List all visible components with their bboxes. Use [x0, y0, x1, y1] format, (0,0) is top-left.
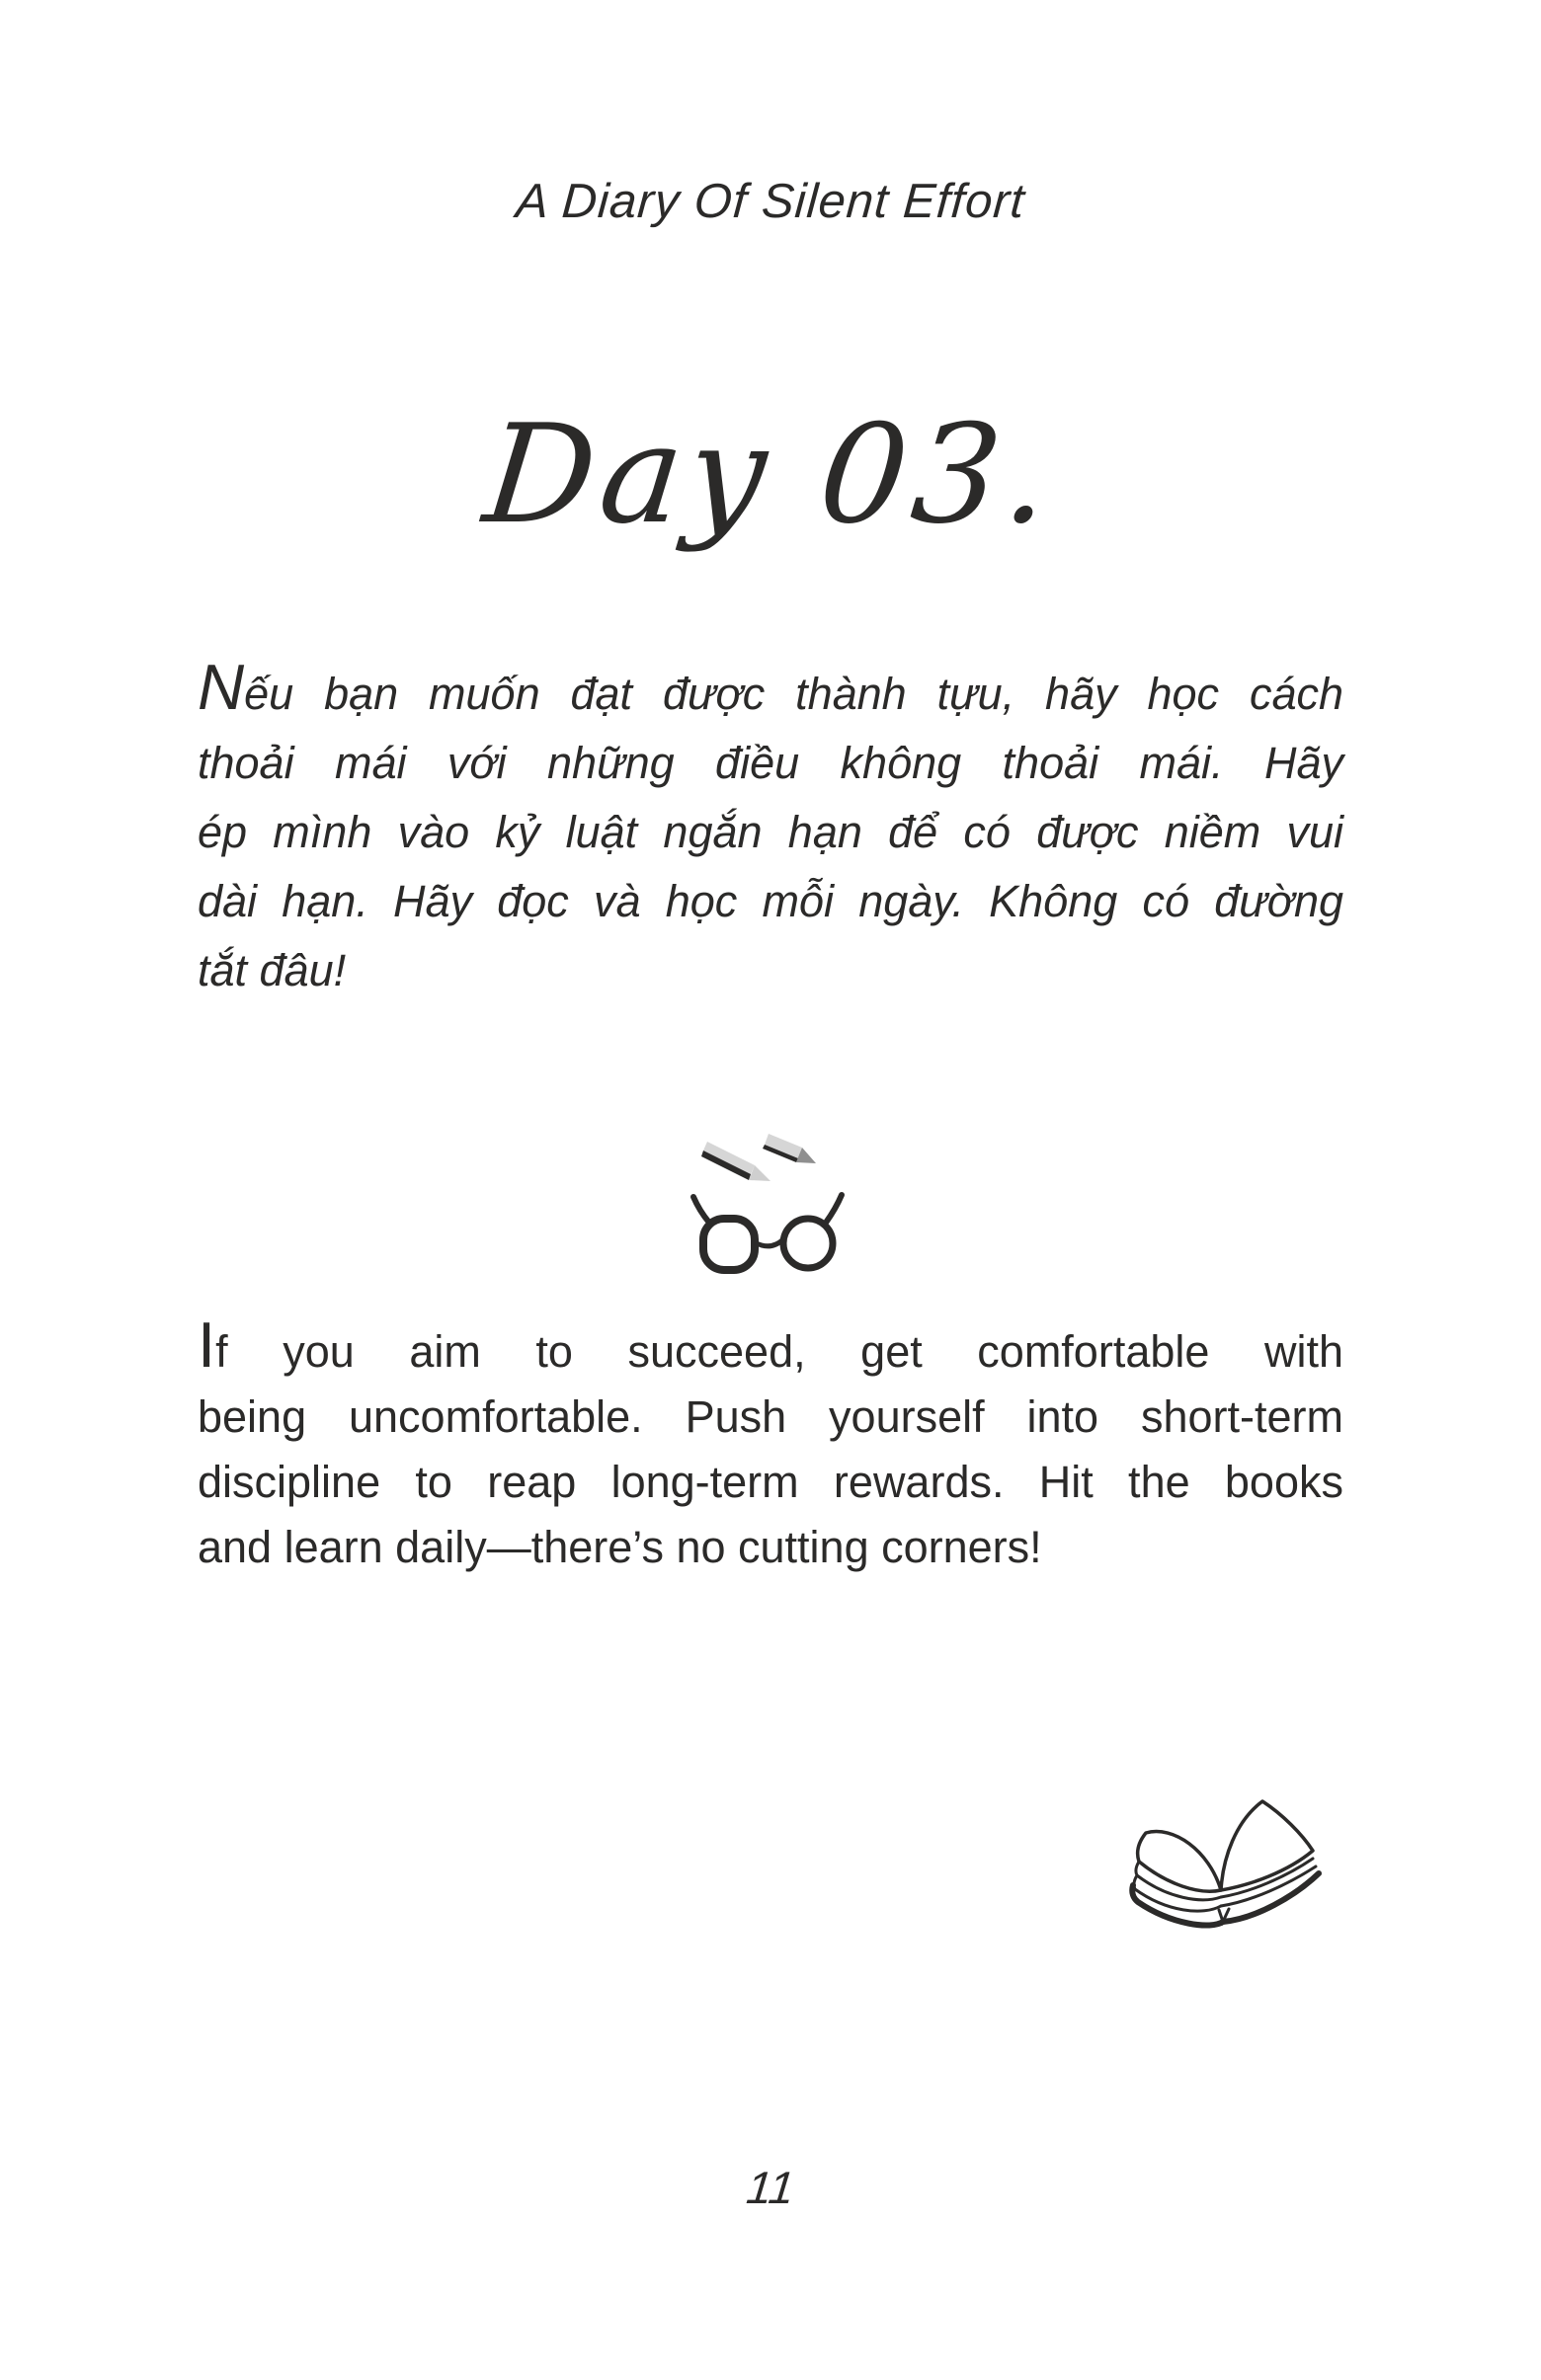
english-quote — [198, 1309, 1343, 1580]
quote-vi-line: dài hạn. Hãy đọc và học mỗi ngày. Không có đường — [198, 876, 1343, 926]
open-book-icon — [1112, 1784, 1326, 1944]
vietnamese-quote — [198, 651, 1343, 1005]
quote-en-line: being uncomfortable. Push yourself into short-term — [198, 1391, 1343, 1442]
pencils-and-glasses-icon — [689, 1128, 852, 1286]
glasses-bridge — [755, 1239, 783, 1246]
quote-vi-line: thoải mái với những điều không thoải mái. Hãy — [198, 738, 1343, 788]
quote-en-line: discipline to reap long-term rewards. Hit the books — [198, 1457, 1343, 1507]
glasses-right-arm — [826, 1195, 842, 1223]
quote-vi-line: Nếu bạn muốn đạt được thành tựu, hãy học cách — [198, 651, 1343, 723]
quote-vi-line: tắt đâu! — [198, 945, 347, 995]
page-header-title: A Diary Of Silent Effort — [514, 175, 1027, 228]
quote-en-line: If you aim to succeed, get comfortable with — [198, 1309, 1343, 1381]
book-left-page — [1138, 1832, 1221, 1892]
glasses-left-lens — [703, 1219, 755, 1270]
quote-vi-line: ép mình vào kỷ luật ngắn hạn để có được niềm vui — [198, 807, 1343, 857]
quote-en-line: and learn daily—there’s no cutting corners! — [198, 1522, 1042, 1572]
day-heading: Day 03. — [477, 395, 1064, 554]
glasses-left-arm — [693, 1197, 709, 1223]
page-number: 11 — [744, 2162, 797, 2213]
glasses-right-lens — [783, 1219, 833, 1268]
